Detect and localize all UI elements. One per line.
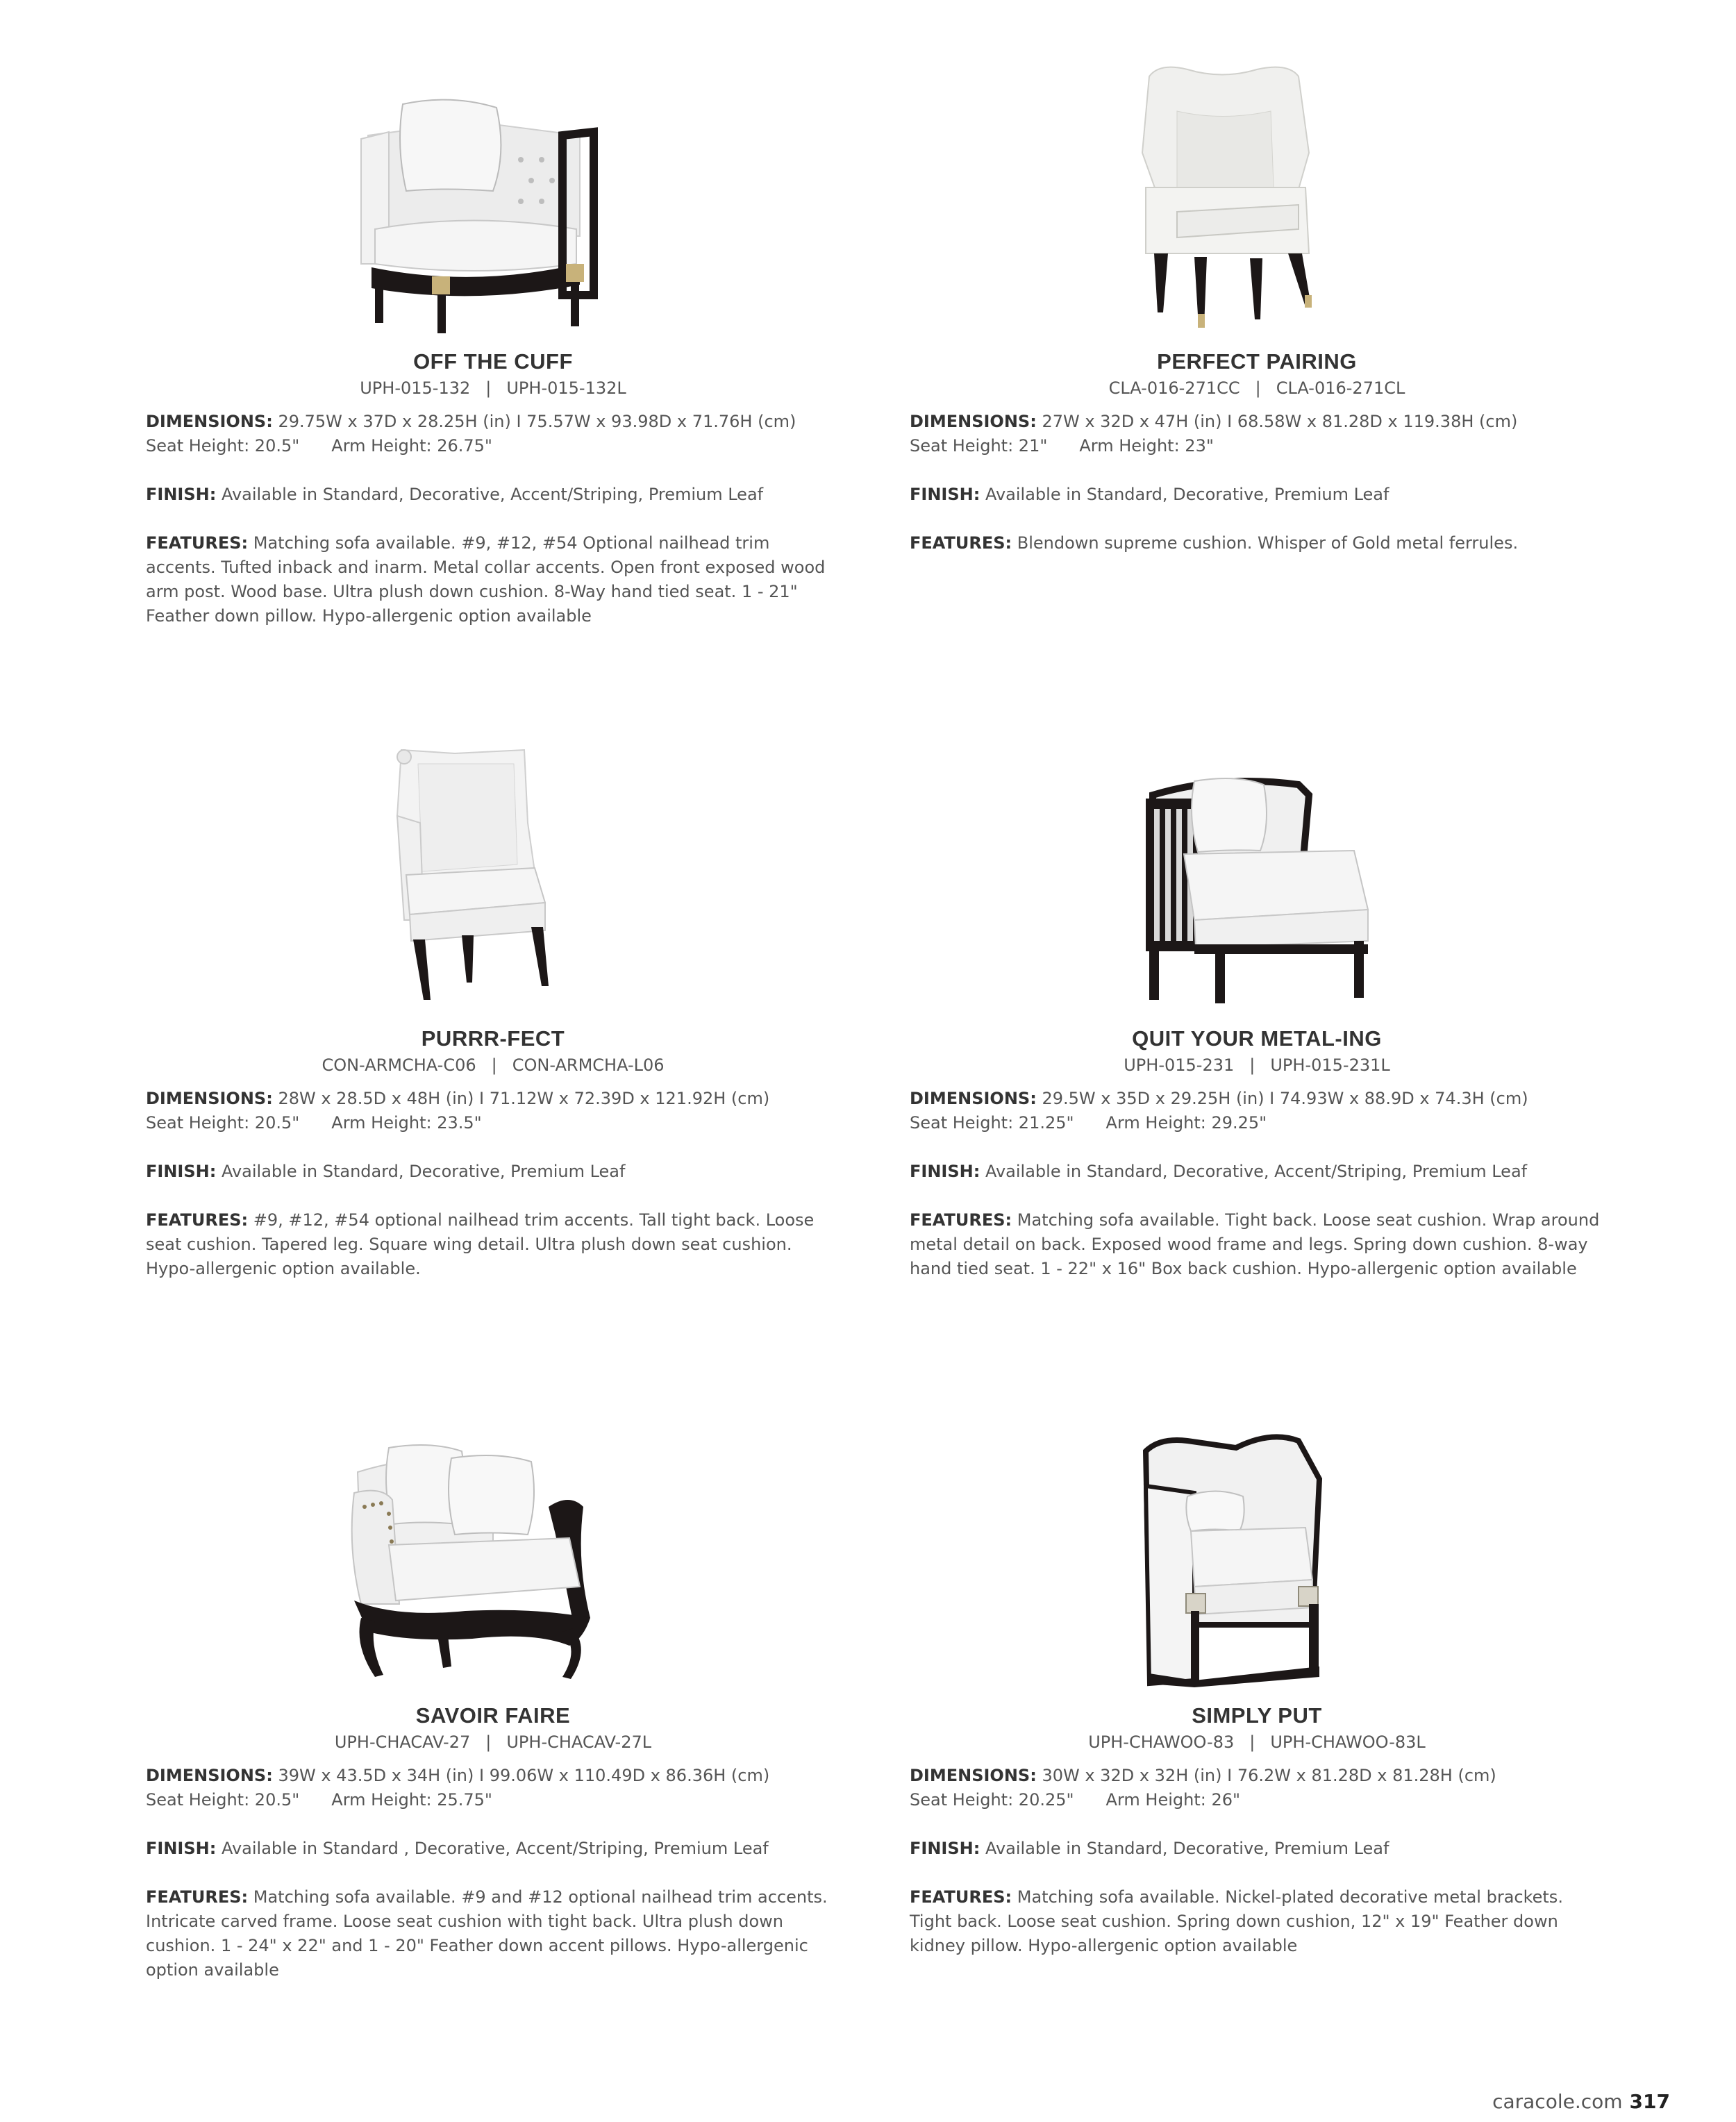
features bbox=[910, 1208, 1604, 1281]
sku-separator: | bbox=[1255, 378, 1261, 398]
arm-height: Arm Height: 23" bbox=[1079, 436, 1214, 456]
sku-leather: UPH-CHAWOO-83L bbox=[1270, 1732, 1426, 1752]
arm-height: Arm Height: 29.25" bbox=[1105, 1113, 1267, 1133]
finish bbox=[910, 1837, 1604, 1861]
footer-site-link[interactable]: caracole.com bbox=[1492, 2090, 1623, 2113]
finish-value: Available in Standard, Decorative, Premium Leaf bbox=[985, 1839, 1389, 1858]
sku-line bbox=[146, 378, 840, 399]
chair-photo bbox=[146, 56, 840, 333]
seat-height: Seat Height: 20.25" bbox=[910, 1790, 1074, 1810]
sku-separator: | bbox=[485, 378, 492, 398]
sku-line bbox=[910, 1055, 1604, 1076]
heights bbox=[910, 434, 1604, 458]
sku-leather: CON-ARMCHA-L06 bbox=[512, 1055, 665, 1075]
sku-leather: UPH-015-132L bbox=[506, 378, 626, 398]
heights bbox=[910, 1788, 1604, 1812]
product-purrr-fect bbox=[146, 733, 840, 1281]
heights bbox=[146, 1111, 840, 1135]
sku-separator: | bbox=[1249, 1732, 1255, 1752]
chair-photo bbox=[910, 56, 1604, 333]
dimensions-value: 29.75W x 37D x 28.25H (in) I 75.57W x 93.98D x 71.76H (cm) bbox=[278, 412, 796, 431]
finish-value: Available in Standard, Decorative, Premium Leaf bbox=[221, 1162, 626, 1181]
dimensions bbox=[910, 1087, 1604, 1111]
finish-value: Available in Standard , Decorative, Accent/Striping, Premium Leaf bbox=[221, 1839, 769, 1858]
dimensions-value: 39W x 43.5D x 34H (in) I 99.06W x 110.49D x 86.36H (cm) bbox=[278, 1766, 770, 1785]
sku-separator: | bbox=[491, 1055, 497, 1075]
sku-fabric: CON-ARMCHA-C06 bbox=[322, 1055, 476, 1075]
sku-fabric: UPH-015-132 bbox=[360, 378, 471, 398]
sku-fabric: UPH-015-231 bbox=[1124, 1055, 1235, 1075]
features-label: FEATURES: bbox=[910, 533, 1012, 553]
features-value: Matching sofa available. Nickel-plated decorative metal brackets. Tight back. Loose seat cushion. Spring down cushion, 12" x 19" Feather down kidney pillow. Hypo-allergenic option available bbox=[910, 1887, 1563, 1955]
sku-line bbox=[910, 378, 1604, 399]
seat-height: Seat Height: 20.5" bbox=[146, 1790, 300, 1810]
finish-value: Available in Standard, Decorative, Accent/Striping, Premium Leaf bbox=[221, 485, 764, 504]
features bbox=[910, 1885, 1604, 1958]
features-label: FEATURES: bbox=[910, 1887, 1012, 1907]
finish-label: FINISH: bbox=[146, 1162, 217, 1181]
finish bbox=[910, 1160, 1604, 1184]
product-simply-put bbox=[910, 1410, 1604, 1958]
product-name: QUIT YOUR METAL-ING bbox=[1132, 1026, 1382, 1051]
finish-label: FINISH: bbox=[146, 485, 217, 504]
finish-value: Available in Standard, Decorative, Accent/Striping, Premium Leaf bbox=[985, 1162, 1528, 1181]
product-off-the-cuff bbox=[146, 56, 840, 628]
finish-label: FINISH: bbox=[910, 1162, 980, 1181]
seat-height: Seat Height: 21" bbox=[910, 436, 1048, 456]
product-savoir-faire bbox=[146, 1410, 840, 1982]
features-value: Matching sofa available. #9, #12, #54 Optional nailhead trim accents. Tufted inback and inarm. Metal collar accents. Open front exposed wood arm post. Wood base. Ultra plush down cushion. 8-Way hand tied seat. 1 - 21" Feather down pillow. Hypo-allergenic option available bbox=[146, 533, 826, 626]
finish-label: FINISH: bbox=[146, 1839, 217, 1858]
dimensions bbox=[146, 410, 840, 434]
chair-photo bbox=[910, 1410, 1604, 1687]
heights bbox=[146, 434, 840, 458]
features-value: Matching sofa available. Tight back. Loose seat cushion. Wrap around metal detail on back. Exposed wood frame and legs. Spring down cushion. 8-way hand tied seat. 1 - 22" x 16" Box back cushion. Hypo-allergenic option available bbox=[910, 1210, 1600, 1278]
sku-line bbox=[146, 1732, 840, 1753]
features-value: Blendown supreme cushion. Whisper of Gold metal ferrules. bbox=[1017, 533, 1519, 553]
finish bbox=[146, 1160, 840, 1184]
page-number: 317 bbox=[1629, 2090, 1670, 2113]
product-name: PERFECT PAIRING bbox=[1157, 349, 1357, 374]
features bbox=[146, 531, 840, 628]
features bbox=[146, 1208, 840, 1281]
dimensions-label: DIMENSIONS: bbox=[146, 1766, 273, 1785]
product-name: PURRR-FECT bbox=[421, 1026, 565, 1051]
features-label: FEATURES: bbox=[146, 1210, 249, 1230]
finish bbox=[910, 483, 1604, 507]
arm-height: Arm Height: 23.5" bbox=[331, 1113, 482, 1133]
product-name: SAVOIR FAIRE bbox=[415, 1703, 571, 1728]
page-footer bbox=[1492, 2090, 1670, 2113]
dimensions-value: 28W x 28.5D x 48H (in) I 71.12W x 72.39D x 121.92H (cm) bbox=[278, 1089, 770, 1108]
arm-height: Arm Height: 26.75" bbox=[331, 436, 492, 456]
dimensions-label: DIMENSIONS: bbox=[146, 1089, 273, 1108]
finish-value: Available in Standard, Decorative, Premium Leaf bbox=[985, 485, 1389, 504]
sku-fabric: CLA-016-271CC bbox=[1108, 378, 1240, 398]
seat-height: Seat Height: 21.25" bbox=[910, 1113, 1074, 1133]
sku-line bbox=[146, 1055, 840, 1076]
heights bbox=[910, 1111, 1604, 1135]
dimensions-label: DIMENSIONS: bbox=[910, 412, 1037, 431]
dimensions bbox=[146, 1764, 840, 1788]
dimensions-value: 29.5W x 35D x 29.25H (in) I 74.93W x 88.9D x 74.3H (cm) bbox=[1042, 1089, 1528, 1108]
dimensions bbox=[910, 410, 1604, 434]
chair-photo bbox=[146, 733, 840, 1010]
features-value: Matching sofa available. #9 and #12 optional nailhead trim accents. Intricate carved frame. Loose seat cushion with tight back. Ultra plush down cushion. 1 - 24" x 22" and 1 - 20" Feather down accent pillows. Hypo-allergenic option available bbox=[146, 1887, 828, 1980]
finish bbox=[146, 1837, 840, 1861]
features-label: FEATURES: bbox=[910, 1210, 1012, 1230]
dimensions-label: DIMENSIONS: bbox=[910, 1766, 1037, 1785]
seat-height: Seat Height: 20.5" bbox=[146, 1113, 300, 1133]
dimensions-label: DIMENSIONS: bbox=[910, 1089, 1037, 1108]
product-quit-your-metal-ing bbox=[910, 733, 1604, 1281]
sku-separator: | bbox=[485, 1732, 492, 1752]
sku-line bbox=[910, 1732, 1604, 1753]
dimensions-value: 27W x 32D x 47H (in) I 68.58W x 81.28D x 119.38H (cm) bbox=[1042, 412, 1518, 431]
product-name: OFF THE CUFF bbox=[413, 349, 573, 374]
sku-leather: CLA-016-271CL bbox=[1276, 378, 1405, 398]
product-perfect-pairing bbox=[910, 56, 1604, 555]
chair-photo bbox=[146, 1410, 840, 1687]
seat-height: Seat Height: 20.5" bbox=[146, 436, 300, 456]
sku-fabric: UPH-CHACAV-27 bbox=[334, 1732, 471, 1752]
features-value: #9, #12, #54 optional nailhead trim accents. Tall tight back. Loose seat cushion. Tapered leg. Square wing detail. Ultra plush down seat cushion. Hypo-allergenic option available. bbox=[146, 1210, 815, 1278]
features-label: FEATURES: bbox=[146, 533, 249, 553]
features bbox=[910, 531, 1604, 555]
heights bbox=[146, 1788, 840, 1812]
arm-height: Arm Height: 26" bbox=[1105, 1790, 1241, 1810]
sku-fabric: UPH-CHAWOO-83 bbox=[1088, 1732, 1235, 1752]
chair-photo bbox=[910, 733, 1604, 1010]
finish-label: FINISH: bbox=[910, 485, 980, 504]
dimensions bbox=[146, 1087, 840, 1111]
dimensions-label: DIMENSIONS: bbox=[146, 412, 273, 431]
sku-separator: | bbox=[1249, 1055, 1255, 1075]
sku-leather: UPH-015-231L bbox=[1270, 1055, 1390, 1075]
product-name: SIMPLY PUT bbox=[1192, 1703, 1322, 1728]
dimensions bbox=[910, 1764, 1604, 1788]
finish-label: FINISH: bbox=[910, 1839, 980, 1858]
arm-height: Arm Height: 25.75" bbox=[331, 1790, 492, 1810]
finish bbox=[146, 483, 840, 507]
features-label: FEATURES: bbox=[146, 1887, 249, 1907]
sku-leather: UPH-CHACAV-27L bbox=[506, 1732, 652, 1752]
features bbox=[146, 1885, 840, 1982]
dimensions-value: 30W x 32D x 32H (in) I 76.2W x 81.28D x 81.28H (cm) bbox=[1042, 1766, 1496, 1785]
